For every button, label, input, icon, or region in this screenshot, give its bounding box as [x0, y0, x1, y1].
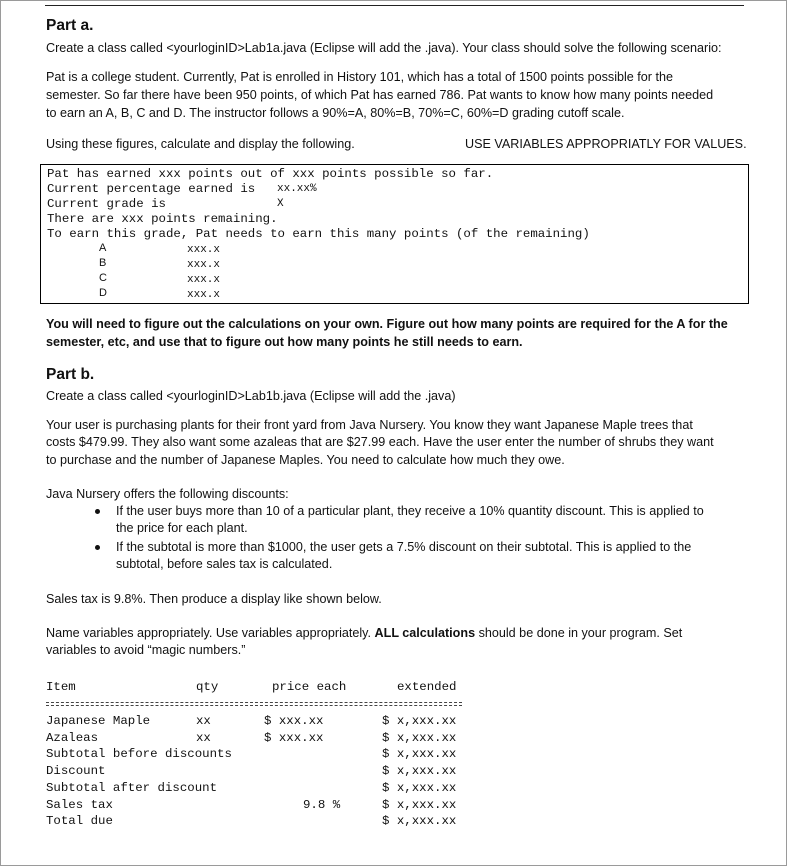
- row-extended: $ x,xxx.xx: [382, 814, 457, 829]
- row-extended: $ x,xxx.xx: [382, 797, 457, 812]
- part-a-intro: Create a class called <yourloginID>Lab1a.java (Eclipse will add the .java). Your class should solve the following scenario:: [46, 41, 722, 55]
- table-header-price: price each: [272, 680, 347, 694]
- row-price: 9.8 %: [303, 797, 341, 812]
- row-item: Sales tax: [46, 797, 113, 812]
- row-item: Subtotal before discounts: [46, 747, 232, 762]
- row-item: Discount: [46, 764, 106, 779]
- grade-points: xxx.x: [187, 244, 221, 256]
- grade-letter: D: [99, 287, 107, 299]
- discounts-intro: Java Nursery offers the following discounts:: [46, 487, 289, 501]
- row-extended: $ x,xxx.xx: [382, 714, 457, 728]
- row-price: $ xxx.xx: [264, 714, 324, 728]
- row-item: Subtotal after discount: [46, 780, 218, 795]
- table-header-extended: extended: [397, 680, 457, 694]
- nursery-paragraph-line: Your user is purchasing plants for their front yard from Java Nursery. You know they want Japanese Maple trees that: [46, 418, 693, 432]
- scenario-line: semester. So far there have been 950 points, of which Pat has earned 786. Pat wants to know how many points needed: [46, 88, 714, 102]
- percent-value: xx.xx%: [277, 183, 317, 195]
- grade-letter: B: [99, 257, 107, 269]
- discount-rule-line: If the user buys more than 10 of a particular plant, they receive a 10% quantity discount. This is applied to: [116, 504, 704, 518]
- nursery-paragraph-line: costs $479.99. They also want some azaleas that are $27.99 each. Have the user enter the number of shrubs they want: [46, 435, 714, 449]
- row-extended: $ x,xxx.xx: [382, 780, 457, 795]
- output-line: To earn this grade, Pat needs to earn this many points (of the remaining): [47, 227, 590, 241]
- discount-rule-line: subtotal, before sales tax is calculated.: [116, 557, 333, 571]
- use-variables-note: USE VARIABLES APPROPRIATLY FOR VALUES.: [465, 137, 747, 151]
- grade-points: xxx.x: [187, 289, 221, 301]
- row-price: $ xxx.xx: [264, 730, 324, 745]
- naming-instructions: Name variables appropriately. Use variables appropriately. ALL calculations should be done in your program. Set: [46, 626, 683, 640]
- table-header-item: Item: [46, 680, 76, 694]
- output-line: Current grade is: [47, 197, 166, 211]
- row-qty: xx: [196, 714, 211, 728]
- scenario-line: to earn an A, B, C and D. The instructor follows a 90%=A, 80%=B, 70%=C, 60%=D grading cutoff scale.: [46, 106, 625, 120]
- using-text: Using these figures, calculate and display the following.: [46, 137, 355, 151]
- discount-rule-line: If the subtotal is more than $1000, the user gets a 7.5% discount on their subtotal. This is applied to the: [116, 540, 692, 554]
- grade-points: xxx.x: [187, 274, 221, 286]
- output-line: Current percentage earned is: [47, 182, 256, 196]
- table-separator: [46, 702, 462, 703]
- output-line: Pat has earned xxx points out of xxx points possible so far.: [47, 167, 494, 181]
- grade-value: X: [277, 198, 284, 210]
- row-item: Total due: [46, 814, 113, 829]
- top-rule: [45, 5, 744, 6]
- part-b-heading: Part b.: [46, 366, 95, 383]
- row-item: Japanese Maple: [46, 714, 151, 728]
- part-a-heading: Part a.: [46, 17, 94, 34]
- row-extended: $ x,xxx.xx: [382, 730, 457, 745]
- calculation-note: semester, etc, and use that to figure out how many points he still needs to earn.: [46, 335, 523, 349]
- row-item: Azaleas: [46, 730, 99, 745]
- grade-letter: C: [99, 272, 107, 284]
- row-extended: $ x,xxx.xx: [382, 764, 457, 779]
- naming-instructions-line2: variables to avoid “magic numbers.”: [46, 643, 246, 657]
- row-qty: xx: [196, 730, 211, 745]
- table-header-qty: qty: [196, 680, 219, 694]
- bullet-dot: [95, 509, 100, 514]
- scenario-line: Pat is a college student. Currently, Pat is enrolled in History 101, which has a total of 1500 points possible for the: [46, 70, 673, 84]
- output-line: There are xxx points remaining.: [47, 212, 278, 226]
- bullet-dot: [95, 545, 100, 550]
- table-separator: [46, 705, 462, 706]
- grade-points: xxx.x: [187, 259, 221, 271]
- discount-rule-line: the price for each plant.: [116, 521, 248, 535]
- calculation-note: You will need to figure out the calculations on your own. Figure out how many points are required for the A for the: [46, 317, 728, 331]
- nursery-paragraph-line: to purchase and the number of Japanese Maples. You need to calculate how much they owe.: [46, 453, 565, 467]
- sales-tax-text: Sales tax is 9.8%. Then produce a display like shown below.: [46, 592, 382, 606]
- grade-letter: A: [99, 242, 107, 254]
- part-b-intro: Create a class called <yourloginID>Lab1b.java (Eclipse will add the .java): [46, 389, 456, 403]
- row-extended: $ x,xxx.xx: [382, 747, 457, 762]
